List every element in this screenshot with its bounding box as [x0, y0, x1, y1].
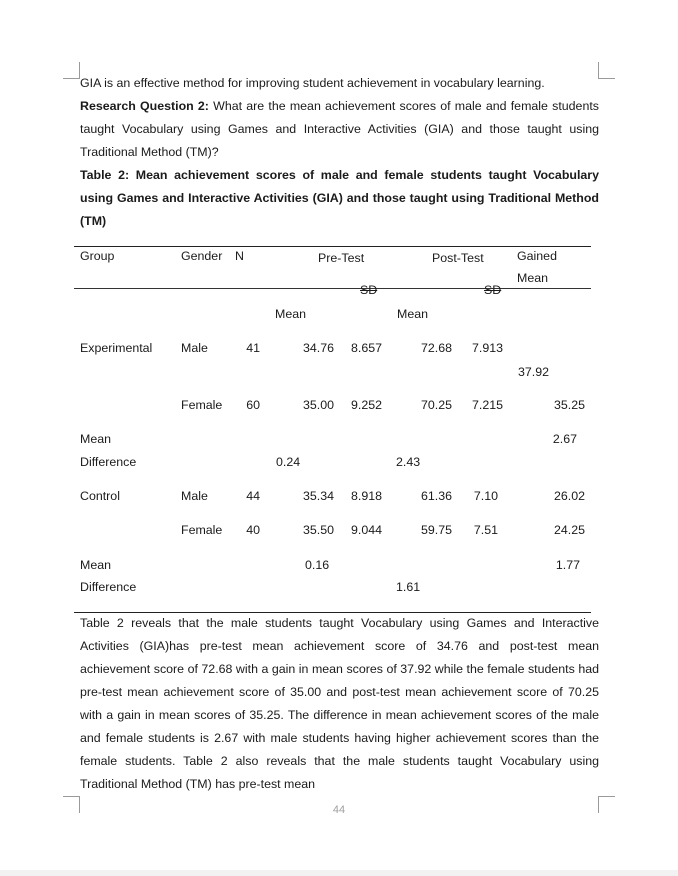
exp-male-pre-sd: 8.657 — [350, 341, 382, 355]
exp-male-post-mean: 72.68 — [420, 341, 452, 355]
exp-male-gender: Male — [181, 341, 208, 355]
ctl-female-post-sd: 7.51 — [473, 523, 498, 537]
header-group: Group — [80, 249, 115, 263]
ctl-male-gender: Male — [181, 489, 208, 503]
exp-female-pre-sd: 9.252 — [350, 398, 382, 412]
ctl-mean-diff-post: 1.61 — [396, 580, 421, 594]
crop-mark-top-right — [598, 62, 615, 79]
header-pre-sd: SD — [360, 283, 378, 297]
discussion-paragraph: Table 2 reveals that the male students taught Vocabulary using Games and Interactive Activities (GIA)has pre-test mean achievement score of 34.76 and post-test mean achievement score of 72.68 with a gain in mean scores of 37.92 while the female students had pre-test mean achievement score of 35.00 and post-test mean achievement score of 70.25 with a gain in mean scores of 35.25. The difference in mean achievement scores of the male and female students is 2.67 with male students having higher achievement scores than the female students. Table 2 also reveals that the male students taught Vocabulary using Traditional Method (TM) has pre-test mean — [80, 616, 599, 791]
ctl-mean-diff-label-2: Difference — [80, 580, 137, 594]
ctl-male-gain: 26.02 — [553, 489, 585, 503]
ctl-male-pre-mean: 35.34 — [302, 489, 334, 503]
ctl-female-pre-mean: 35.50 — [302, 523, 334, 537]
header-gained: Gained — [517, 249, 557, 263]
research-question — [80, 95, 599, 164]
exp-female-n: 60 — [246, 398, 260, 412]
header-post-sd: SD — [484, 283, 502, 297]
exp-male-n: 41 — [246, 341, 260, 355]
ctl-female-gain: 24.25 — [553, 523, 585, 537]
intro-line: GIA is an effective method for improving student achievement in vocabulary learning. — [80, 76, 545, 90]
header-pretest: Pre-Test — [318, 251, 365, 265]
exp-male-pre-mean: 34.76 — [302, 341, 334, 355]
header-post-mean: Mean — [397, 307, 428, 321]
crop-mark-top-left — [63, 62, 80, 79]
ctl-mean-diff-pre: 0.16 — [305, 558, 330, 572]
header-gender: Gender — [181, 249, 223, 263]
rq-text: What are the mean achievement scores of male and female students taught Vocabulary using Games and Interactive Activities (GIA) and those taught using Traditional Method (TM)? — [80, 99, 599, 159]
ctl-mean-diff-gain: 1.77 — [555, 558, 580, 572]
table-header-rule — [74, 288, 591, 289]
header-pre-mean: Mean — [275, 307, 306, 321]
ctl-female-post-mean: 59.75 — [420, 523, 452, 537]
exp-mean-diff-post: 2.43 — [396, 455, 421, 469]
header-n: N — [235, 249, 244, 263]
exp-female-gender: Female — [181, 398, 223, 412]
header-posttest: Post-Test — [432, 251, 484, 265]
ctl-male-n: 44 — [246, 489, 260, 503]
page-number: 44 — [332, 804, 346, 816]
group-control: Control — [80, 489, 120, 503]
exp-mean-diff-label-1: Mean — [80, 432, 111, 446]
ctl-mean-diff-label-1: Mean — [80, 558, 111, 572]
exp-mean-diff-label-2: Difference — [80, 455, 137, 469]
exp-mean-diff-pre: 0.24 — [276, 455, 301, 469]
ctl-female-pre-sd: 9.044 — [350, 523, 382, 537]
exp-female-gain: 35.25 — [553, 398, 585, 412]
exp-male-gain: 37.92 — [518, 365, 550, 379]
exp-mean-diff-gain: 2.67 — [552, 432, 577, 446]
exp-male-post-sd: 7.913 — [471, 341, 503, 355]
exp-female-post-sd: 7.215 — [471, 398, 503, 412]
ctl-male-post-sd: 7.10 — [473, 489, 498, 503]
table-caption: Table 2: Mean achievement scores of male and female students taught Vocabulary using Games and Interactive Activities (GIA) and those taught using Traditional Method (TM) — [80, 168, 599, 228]
group-experimental: Experimental — [80, 341, 153, 355]
table-top-rule — [74, 246, 591, 247]
ctl-male-pre-sd: 8.918 — [350, 489, 382, 503]
header-gained-mean: Mean — [517, 271, 548, 285]
exp-female-post-mean: 70.25 — [420, 398, 452, 412]
rq-label: Research Question 2: — [80, 99, 209, 113]
ctl-female-n: 40 — [246, 523, 260, 537]
ctl-female-gender: Female — [181, 523, 223, 537]
intro-paragraph — [80, 72, 599, 164]
ctl-male-post-mean: 61.36 — [420, 489, 452, 503]
exp-female-pre-mean: 35.00 — [302, 398, 334, 412]
